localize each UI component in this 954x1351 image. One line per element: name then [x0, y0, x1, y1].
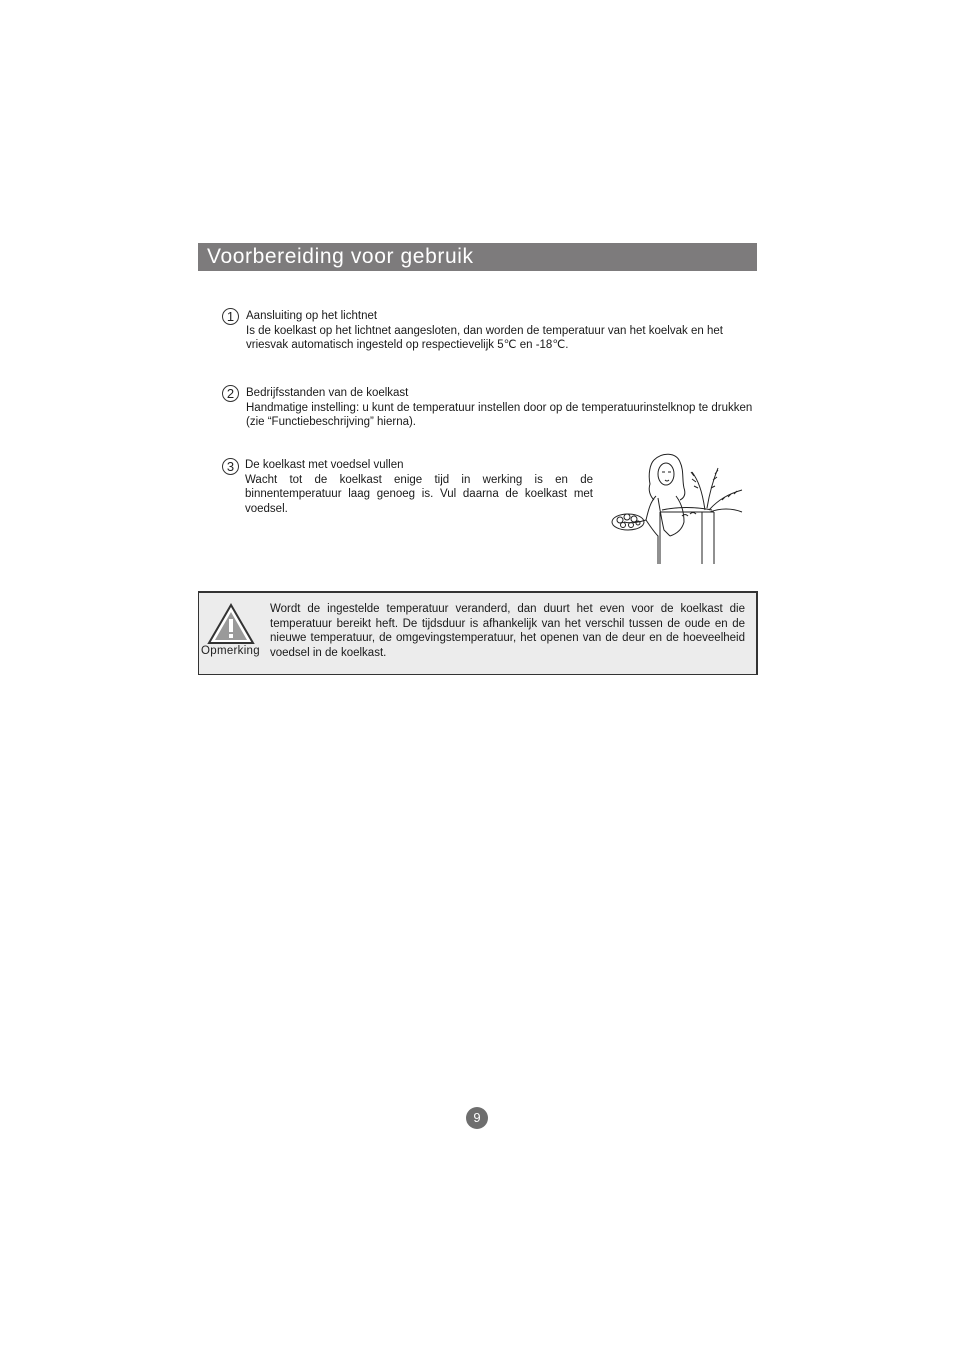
note-text: Wordt de ingestelde temperatuur veranderd, dan duurt het even voor de koelkast die temperatuur bereikt heft. De tijdsduur is afhankelijk van het verschil tussen de oude en de nieuwe temperatuur, de omgevingstemperatuur, het openen van de deur en de hoeveelheid voedsel in de koelkast.: [270, 603, 745, 659]
step-3: [245, 458, 593, 516]
woman-with-food-illustration: [610, 450, 750, 566]
step-1-heading: Aansluiting op het lichtnet: [246, 310, 378, 322]
step-2-text: Handmatige instelling: u kunt de temperatuur instellen door op de temperatuurinstelknop te drukken (zie “Functiebeschrijving” hierna).: [246, 401, 753, 428]
note-label: Opmerking: [201, 645, 260, 657]
step-3-heading: De koelkast met voedsel vullen: [245, 459, 404, 471]
section-title-bar: [198, 243, 757, 271]
step-number-1: 1: [222, 308, 239, 325]
step-2-heading: Bedrijfsstanden van de koelkast: [246, 387, 409, 399]
step-number-2: 2: [222, 385, 239, 402]
warning-triangle-icon: [207, 603, 255, 645]
step-1: [246, 309, 746, 353]
step-3-text: Wacht tot de koelkast enige tijd in werking is en de binnentemperatuur laag genoeg is. Vul daarna de koelkast met voedsel.: [245, 473, 593, 515]
note-box: [198, 591, 758, 675]
step-number-3: 3: [222, 458, 239, 475]
step-2: [246, 386, 754, 430]
step-1-text: Is de koelkast op het lichtnet aangesloten, dan worden de temperatuur van het koelvak en het vriesvak automatisch ingesteld op respectievelijk 5℃ en -18℃.: [246, 324, 723, 351]
page-title: Voorbereiding voor gebruik: [207, 245, 474, 268]
page-number: 9: [466, 1107, 488, 1129]
